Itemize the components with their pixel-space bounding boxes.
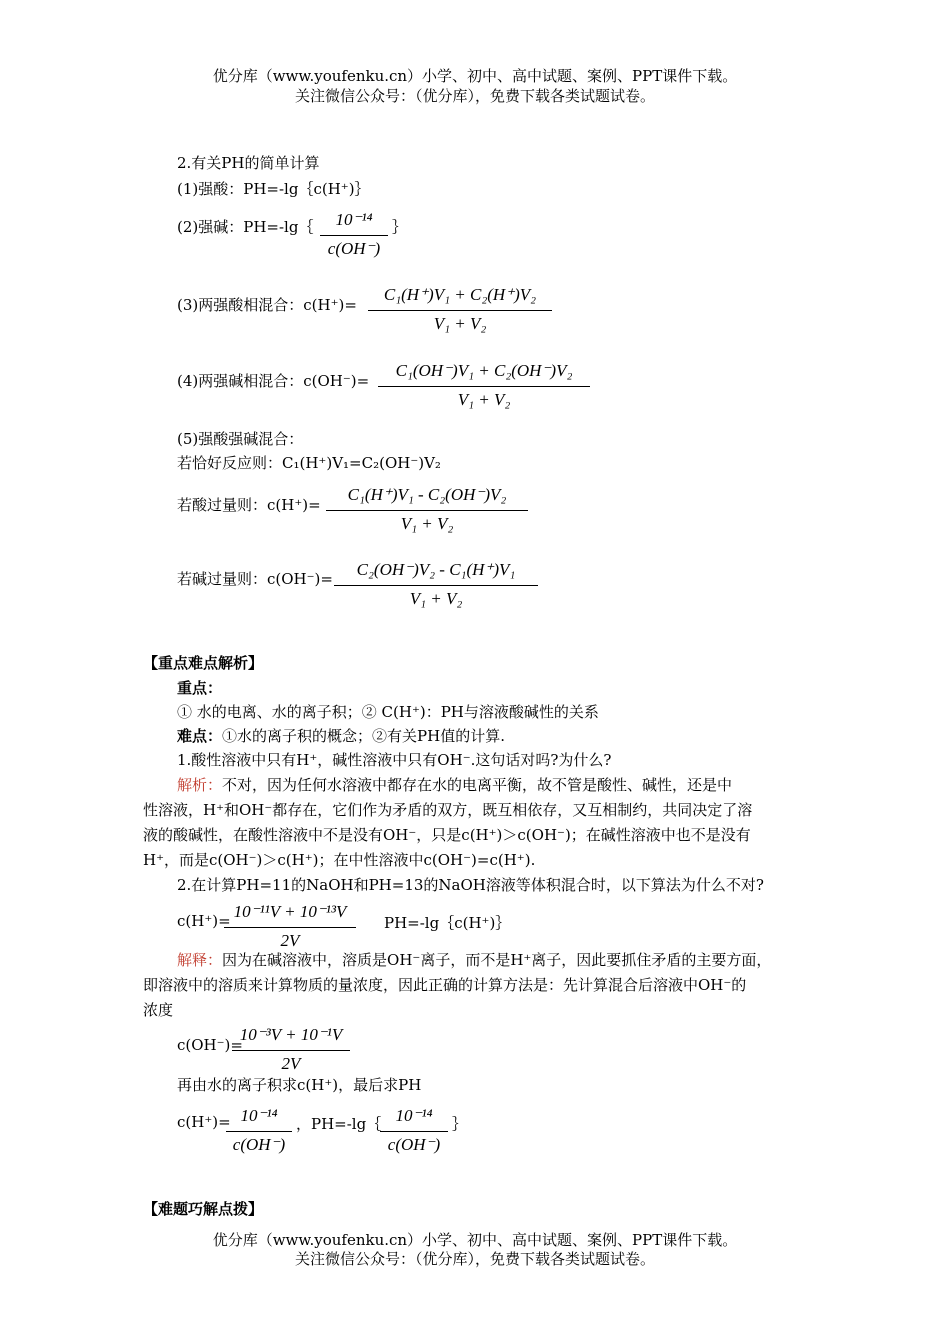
formula-denominator: 2V: [281, 1054, 301, 1073]
key-label: 重点：: [177, 679, 223, 697]
answer-1-label: 解析：: [177, 776, 223, 794]
question-2: 2.在计算PH=11的NaOH和PH=13的NaOH溶液等体积混合时，以下算法为什么不对?: [177, 876, 764, 894]
answer-2-coh-prefix: c(OH⁻)=: [177, 1036, 243, 1054]
calc-item-2-suffix: ｝: [392, 218, 408, 236]
question-2-prefix: c(H⁺)=: [177, 912, 231, 930]
formula-denominator: V₁ + V₂: [457, 390, 511, 409]
calc-title: 2.有关PH的简单计算: [177, 154, 320, 172]
fraction-bar: [320, 235, 388, 236]
formula-denominator: V₁ + V₂: [400, 514, 454, 533]
fraction-bar: [380, 1131, 448, 1132]
question-1: 1.酸性溶液中只有H⁺，碱性溶液中只有OH⁻.这句话对吗?为什么?: [177, 751, 612, 769]
calc-item-2-prefix: (2)强碱：PH=-lg｛: [177, 218, 314, 236]
formula-numerator: C₁(OH⁻)V₁ + C₂(OH⁻)V₂: [395, 361, 573, 380]
formula-numerator: 10⁻³V + 10⁻¹V: [239, 1025, 343, 1044]
calc-item-4-prefix: (4)两强碱相混合：c(OH⁻)=: [177, 372, 370, 390]
fraction-bar: [326, 510, 528, 511]
formula-acid-mix: [368, 285, 552, 335]
calc-base-excess-prefix: 若碱过量则：c(OH⁻)=: [177, 570, 333, 588]
formula-base-mix: [378, 361, 590, 411]
formula-numerator: C₁(H⁺)V₁ + C₂(H⁺)V₂: [383, 285, 537, 304]
answer-1-line-2: 性溶液，H⁺和OH⁻都存在，它们作为矛盾的双方，既互相依存，又互相制约，共同决定了溶: [143, 801, 753, 819]
answer-1-text: 不对，因为任何水溶液中都存在水的电离平衡，故不管是酸性、碱性，还是中: [222, 776, 733, 794]
formula-denominator: c(OH⁻): [232, 1135, 286, 1154]
calc-item-1: (1)强酸：PH=-lg｛c(H⁺)｝: [177, 180, 370, 198]
answer-2-line-3: 浓度: [143, 1001, 174, 1019]
answer-2-final-mid: ，PH=-lg｛: [296, 1115, 382, 1133]
formula-numerator: 10⁻¹¹V + 10⁻¹³V: [233, 902, 347, 921]
formula-denominator: c(OH⁻): [327, 239, 381, 258]
fraction-bar: [226, 1131, 292, 1132]
header-line-2: 关注微信公众号：（优分库），免费下载各类试题试卷。: [294, 87, 655, 105]
formula-numerator: 10⁻¹⁴: [395, 1106, 433, 1125]
formula-numerator: C₁(H⁺)V₁ - C₂(OH⁻)V₂: [347, 485, 507, 504]
fraction-bar: [232, 1050, 350, 1051]
answer-1-line-3: 液的酸碱性，在酸性溶液中不是没有OH⁻，只是c(H⁺)＞c(OH⁻)；在碱性溶液中也不是没有: [143, 826, 751, 844]
formula-wrong-method: [224, 902, 356, 952]
answer-2-text: 因为在碱溶液中，溶质是OH⁻离子，而不是H⁺离子，因此要抓住矛盾的主要方面，: [222, 951, 772, 969]
formula-correct-method: [232, 1025, 350, 1075]
fraction-bar: [368, 310, 552, 311]
formula-numerator: 10⁻¹⁴: [240, 1106, 278, 1125]
formula-final-ph: [380, 1106, 448, 1156]
answer-1-line-1: [177, 774, 732, 795]
calc-acid-excess-prefix: 若酸过量则：c(H⁺)=: [177, 496, 321, 514]
formula-final-kw: [226, 1106, 292, 1156]
difficulty-label: 难点：: [177, 727, 223, 745]
calc-exact: 若恰好反应则：C₁(H⁺)V₁=C₂(OH⁻)V₂: [177, 454, 441, 472]
answer-2-line-2: 即溶液中的溶质来计算物质的量浓度，因此正确的计算方法是：先计算混合后溶液中OH⁻的: [143, 976, 747, 994]
formula-base-excess: [334, 560, 538, 610]
answer-2-final-suffix: ｝: [452, 1115, 468, 1133]
footer-line-1: 优分库（www.youfenku.cn）小学、初中、高中试题、案例、PPT课件下载。: [212, 1231, 738, 1249]
formula-kw-over-oh: [320, 210, 388, 260]
answer-1-line-4: H⁺，而是c(OH⁻)＞c(H⁺)；在中性溶液中c(OH⁻)=c(H⁺).: [143, 851, 536, 869]
calc-item-3-prefix: (3)两强酸相混合：c(H⁺)=: [177, 296, 357, 314]
answer-2-then: 再由水的离子积求c(H⁺)，最后求PH: [177, 1076, 422, 1094]
footer-line-2: 关注微信公众号：（优分库），免费下载各类试题试卷。: [294, 1250, 655, 1268]
difficulty-line: [177, 725, 505, 746]
formula-denominator: 2V: [280, 931, 300, 950]
calc-item-5: (5)强酸强碱混合：: [177, 430, 304, 448]
formula-denominator: c(OH⁻): [387, 1135, 441, 1154]
fraction-bar: [224, 927, 356, 928]
answer-2-label: 解释：: [177, 951, 223, 969]
formula-acid-excess: [326, 485, 528, 535]
difficulty-text: ①水的离子积的概念；②有关PH值的计算.: [222, 727, 505, 745]
fraction-bar: [378, 386, 590, 387]
header-line-1: 优分库（www.youfenku.cn）小学、初中、高中试题、案例、PPT课件下载。: [212, 67, 738, 85]
formula-numerator: 10⁻¹⁴: [335, 210, 373, 229]
analysis-heading: 【重点难点解析】: [143, 654, 264, 672]
formula-denominator: V₁ + V₂: [409, 589, 463, 608]
fraction-bar: [334, 585, 538, 586]
question-2-ph: PH=-lg｛c(H⁺)｝: [384, 914, 511, 932]
tips-heading: 【难题巧解点拨】: [143, 1200, 264, 1218]
key-text: ① 水的电离、水的离子积；② C(H⁺)：PH与溶液酸碱性的关系: [177, 703, 599, 721]
formula-denominator: V₁ + V₂: [433, 314, 487, 333]
formula-numerator: C₂(OH⁻)V₂ - C₁(H⁺)V₁: [356, 560, 516, 579]
answer-2-line-1: [177, 949, 771, 970]
answer-2-final-prefix: c(H⁺)=: [177, 1113, 231, 1131]
